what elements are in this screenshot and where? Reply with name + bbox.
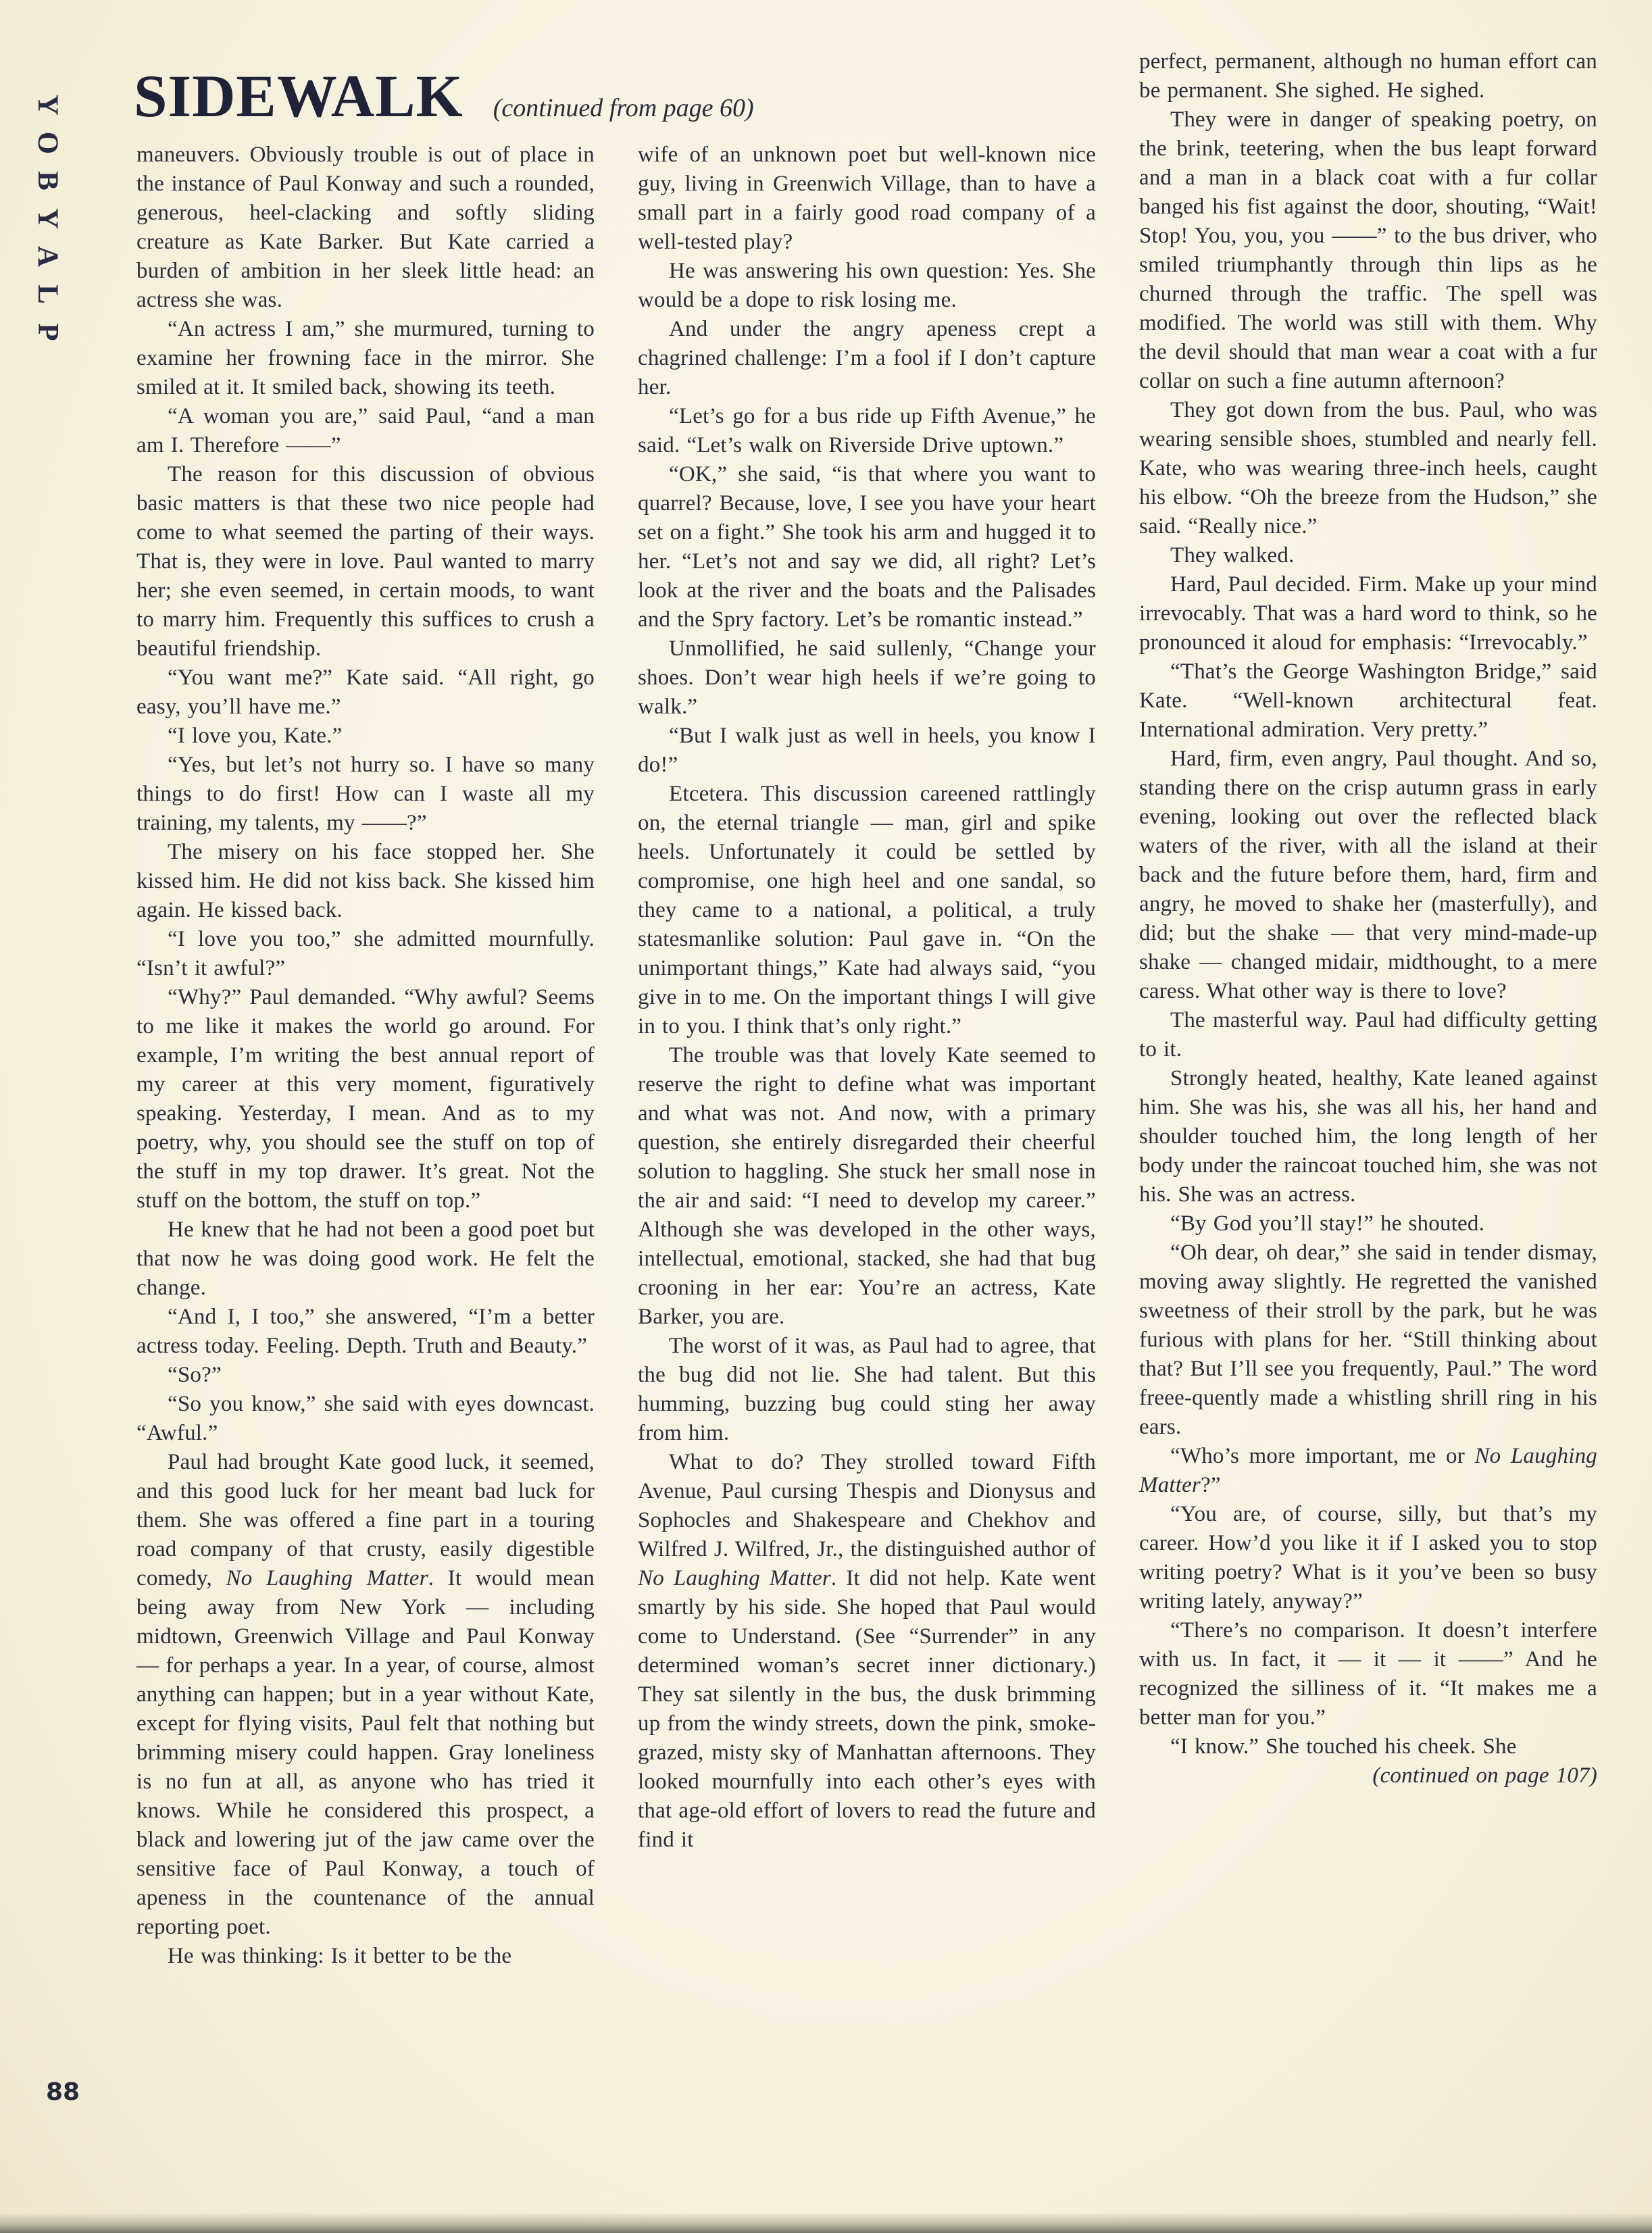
brand-letter: Y [32, 207, 64, 230]
paragraph: Unmollified, he said sullenly, “Change your shoes. Don’t wear high heels if we’re going to walk.” [638, 636, 1096, 719]
paragraph: They were in danger of speaking poetry, on the brink, teetering, when the bus leapt forward and a man in a black coat with a fur collar banged his fist against the door, shouting, “Wait! Stop! You, you, you ——” to the bus driver, who smiled triumphantly through thin lips as he churned through the traffic. The spell was modified. The world was still with them. Why the devil should that man wear a coat with a fur collar on such a fine autumn afternoon? [1139, 107, 1597, 393]
paragraph: maneuvers. Obviously trouble is out of place in the instance of Paul Konway and such a rounded, generous, heel-clacking and softly sliding creature as Kate Barker. But Kate carried a burden of ambition in her sleek little head: an actress she was. [136, 143, 595, 312]
paragraph: What to do? They strolled toward Fifth Avenue, Paul cursing Thespis and Dionysus and Sophocles and Shakespeare and Chekhov and Wilfred J. Wilfred, Jr., the distinguished author of No Laughing Matter. It did not help. Kate went smartly by his side. She hoped that Paul would come to Understand. (See “Surrender” in any determined woman’s secret inner dictionary.) They sat silently in the bus, the dusk brimming up from the windy streets, down the pink, smoke-grazed, misty sky of Manhattan afternoons. They looked mournfully into each other’s eyes with that age-old effort of lovers to read the future and find it [638, 1450, 1096, 1852]
paragraph: “But I walk just as well in heels, you know I do!” [638, 724, 1096, 777]
paragraph: “I love you too,” she admitted mournfully. “Isn’t it awful?” [136, 927, 595, 980]
paragraph: “An actress I am,” she murmured, turning to examine her frowning face in the mirror. She smiled at it. It smiled back, showing its teeth. [136, 317, 595, 399]
brand-letter: A [32, 245, 64, 268]
paragraph: The trouble was that lovely Kate seemed to reserve the right to define what was important and what was not. And now, with a primary question, she entirely disregarded their cheerful solution to haggling. She stuck her small nose in the air and said: “I need to develop my career.” Although she was developed in the other ways, intellectual, emotional, stacked, she had that bug crooning in her ear: You’re an actress, Kate Barker, you are. [638, 1043, 1096, 1329]
paragraph: “Oh dear, oh dear,” she said in tender dismay, moving away slightly. He regretted the vanished sweetness of their stroll by the park, but he was furious with plans for her. “Still thinking about that? But I’ll see you frequently, Paul.” The word freee-quently made a whistling shrill ring in his ears. [1139, 1240, 1597, 1439]
paragraph: The masterful way. Paul had difficulty getting to it. [1139, 1008, 1597, 1061]
paragraph: “You want me?” Kate said. “All right, go easy, you’ll have me.” [136, 666, 595, 719]
paragraph: “A woman you are,” said Paul, “and a man am I. Therefore ——” [136, 404, 595, 457]
paragraph: The misery on his face stopped her. She kissed him. He did not kiss back. She kissed him again. He kissed back. [136, 840, 595, 922]
paragraph: “That’s the George Washington Bridge,” said Kate. “Well-known architectural feat. International admiration. Very pretty.” [1139, 659, 1597, 742]
paragraph: “You are, of course, silly, but that’s my career. How’d you like it if I asked you to stop writing poetry? What is it you’ve been so busy writing lately, anyway?” [1139, 1502, 1597, 1613]
brand-letter: Y [32, 94, 64, 116]
paragraph: “OK,” she said, “is that where you want to quarrel? Because, love, I see you have your heart set on a fight.” She took his arm and hugged it to her. “Let’s not and say we did, all right? Let’s look at the river and the boats and the Palisades and the Spry factory. Let’s be romantic instead.” [638, 462, 1096, 632]
story-title: SIDEWALK [134, 64, 464, 130]
paragraph: Hard, Paul decided. Firm. Make up your mind irrevocably. That was a hard word to think, so he pronounced it aloud for emphasis: “Irrevocably.” [1139, 572, 1597, 655]
paragraph: He was answering his own question: Yes. She would be a dope to risk losing me. [638, 259, 1096, 312]
paragraph: “Yes, but let’s not hurry so. I have so many things to do first! How can I waste all my training, my talents, my ——?” [136, 753, 595, 835]
text-column-left [136, 141, 595, 1971]
paragraph: They walked. [1170, 543, 1295, 568]
paragraph: They got down from the bus. Paul, who was wearing sensible shoes, stumbled and nearly fell. Kate, who was wearing three-inch heels, caught his elbow. “Oh the breeze from the Hudson,” she said. “Really nice.” [1139, 398, 1597, 538]
paragraph: He was thinking: Is it better to be the [168, 1944, 512, 1968]
paragraph: “Who’s more important, me or No Laughing Matter?” [1139, 1444, 1598, 1497]
paragraph: “So?” [168, 1363, 222, 1387]
paragraph: Paul had brought Kate good luck, it seemed, and this good luck for her meant bad luck for them. She was offered a fine part in a touring road company of that crusty, easily digestible comedy, No Laughing Matter. It would mean being away from New York — including midtown, Greenwich Village and Paul Konway — for perhaps a year. In a year, of course, almost anything can happen; but in a year without Kate, except for flying visits, Paul felt that nothing but brimming misery could happen. Gray loneliness is no fun at all, as anyone who has tried it knows. While he considered this prospect, a black and lowering jut of the jaw came over the sensitive face of Paul Konway, a touch of apeness in the countenance of the annual reporting poet. [136, 1450, 595, 1939]
paragraph: Strongly heated, healthy, Kate leaned against him. She was his, she was all his, her hand and shoulder touched him, the long length of her body under the raincoat touched him, she was not his. She was an actress. [1139, 1066, 1597, 1207]
paragraph: “Why?” Paul demanded. “Why awful? Seems to me like it makes the world go around. For example, I’m writing the best annual report of my career at this very moment, figuratively speaking. Yesterday, I mean. And as to my poetry, why, you should see the stuff on top of the stuff in my top drawer. It’s great. Not the stuff on the bottom, the stuff on top.” [136, 985, 595, 1213]
brand-letter: O [32, 131, 64, 155]
paragraph: “Let’s go for a bus ride up Fifth Avenue,” he said. “Let’s walk on Riverside Drive uptown.” [638, 404, 1096, 457]
paragraph: He knew that he had not been a good poet but that now he was doing good work. He felt the change. [136, 1218, 595, 1300]
brand-letter: B [32, 171, 64, 191]
paragraph: “I love you, Kate.” [168, 724, 343, 748]
brand-letter: L [32, 284, 64, 304]
paragraph: “By God you’ll stay!” he shouted. [1170, 1211, 1485, 1236]
paragraph: wife of an unknown poet but well-known nice guy, living in Greenwich Village, than to have a small part in a fairly good road company of a well-tested play? [638, 143, 1096, 254]
paragraph: “So you know,” she said with eyes downcast. “Awful.” [136, 1392, 595, 1445]
continued-on-note: (continued on page 107) [1372, 1763, 1597, 1788]
paragraph: perfect, permanent, although no human effort can be permanent. She sighed. He sighed. [1139, 49, 1597, 103]
page-bottom-edge [0, 2213, 1652, 2233]
paragraph: Hard, firm, even angry, Paul thought. And so, standing there on the crisp autumn grass in early evening, looking out over the reflected black waters of the river, with all the island at their back and the future before them, hard, firm and angry, he moved to shake her (masterfully), and did; but the shake — that very mind-made-up shake — changed midair, midthought, to a mere caress. What other way is there to love? [1139, 747, 1597, 1003]
story-masthead [134, 62, 754, 131]
page-number: 88 [46, 2078, 80, 2106]
text-column-middle [638, 141, 1096, 1855]
paragraph: And under the angry apeness crept a chagrined challenge: I’m a fool if I don’t capture her. [638, 317, 1096, 399]
paragraph: “And I, I too,” she answered, “I’m a better actress today. Feeling. Depth. Truth and Beauty.” [136, 1305, 595, 1358]
brand-letter: P [32, 323, 64, 341]
paragraph: “I know.” She touched his cheek. She [1170, 1734, 1517, 1759]
paragraph: The reason for this discussion of obvious basic matters is that these two nice people had come to what seemed the parting of their ways. That is, they were in love. Paul wanted to marry her; she even seemed, in certain moods, to want to marry him. Frequently this suffices to crush a beautiful friendship. [136, 462, 595, 661]
paragraph: The worst of it was, as Paul had to agree, that the bug did not lie. She had talent. But this humming, buzzing bug could sting her away from him. [638, 1334, 1096, 1445]
text-column-right [1139, 47, 1597, 1790]
paragraph: “There’s no comparison. It doesn’t interfere with us. In fact, it — it — it ——” And he recognized the silliness of it. “It makes me a better man for you.” [1139, 1618, 1597, 1730]
magazine-brand-vertical [32, 92, 64, 345]
paragraph: Etcetera. This discussion careened rattlingly on, the eternal triangle — man, girl and spike heels. Unfortunately it could be settled by compromise, one high heel and one sandal, so they came to a national, a political, a truly statesmanlike solution: Paul gave in. “On the unimportant things,” Kate had always said, “you give in to me. On the important things I will give in to you. I think that’s only right.” [638, 782, 1096, 1038]
story-continued-from: (continued from page 60) [493, 94, 754, 122]
